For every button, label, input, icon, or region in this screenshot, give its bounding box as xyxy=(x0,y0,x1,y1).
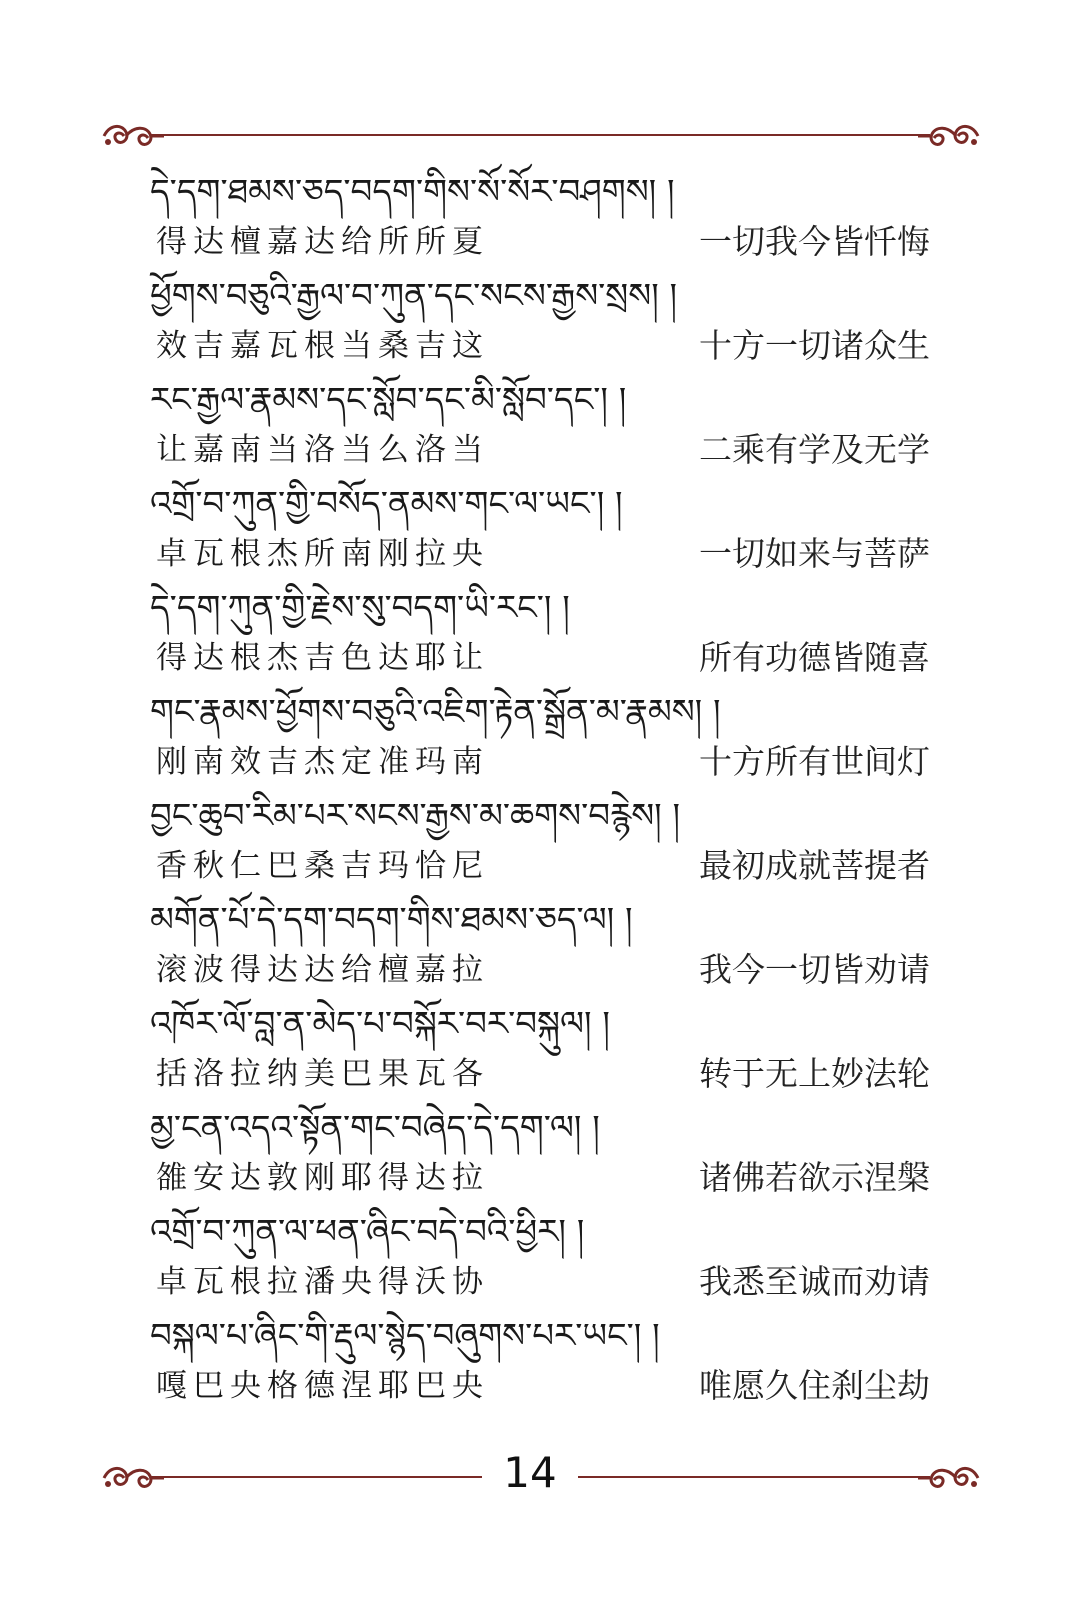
verse-block xyxy=(150,1106,930,1210)
cloud-ornament-icon xyxy=(100,1460,164,1496)
verse-block xyxy=(150,1210,930,1314)
transliteration-line: 得达檀嘉达给所所夏 xyxy=(156,224,489,260)
chinese-translation: 唯愿久住刹尘劫 xyxy=(699,1366,930,1405)
chinese-translation: 所有功德皆随喜 xyxy=(699,638,930,677)
verse-block xyxy=(150,1314,930,1418)
transliteration-line: 滚波得达达给檀嘉拉 xyxy=(156,952,489,988)
bottom-divider-left xyxy=(150,1476,482,1478)
transliteration-line: 卓瓦根拉潘央得沃协 xyxy=(156,1264,489,1300)
chinese-translation: 一切如来与菩萨 xyxy=(699,534,930,573)
tibetan-line: དེ་དག་ཀུན་གྱི་རྗེས་སུ་བདག་ཡི་རང་། ། xyxy=(150,588,570,628)
transliteration-line: 香秋仁巴桑吉玛恰尼 xyxy=(156,848,489,884)
transliteration-line: 让嘉南当洛当么洛当 xyxy=(156,432,489,468)
tibetan-line: མྱ་ངན་འདའ་སྟོན་གང་བཞེད་དེ་དག་ལ། ། xyxy=(150,1108,600,1148)
verse-block xyxy=(150,794,930,898)
transliteration-line: 刚南效吉杰定准玛南 xyxy=(156,744,489,780)
transliteration-line: 嘎巴央格德涅耶巴央 xyxy=(156,1368,489,1404)
verse-block xyxy=(150,586,930,690)
verse-block xyxy=(150,898,930,1002)
verse-list xyxy=(150,170,930,1418)
verse-block xyxy=(150,690,930,794)
page-number: 14 xyxy=(503,1448,557,1497)
transliteration-line: 得达根杰吉色达耶让 xyxy=(156,640,489,676)
verse-block xyxy=(150,482,930,586)
tibetan-line: བྱང་ཆུབ་རིམ་པར་སངས་རྒྱས་མ་ཆགས་བརྙེས། ། xyxy=(150,796,681,836)
chinese-translation: 二乘有学及无学 xyxy=(699,430,930,469)
chinese-translation: 十方所有世间灯 xyxy=(699,742,930,781)
chinese-translation: 诸佛若欲示涅槃 xyxy=(699,1158,930,1197)
verse-block xyxy=(150,1002,930,1106)
chinese-translation: 我悉至诚而劝请 xyxy=(699,1262,930,1301)
verse-block xyxy=(150,378,930,482)
verse-block xyxy=(150,274,930,378)
transliteration-line: 效吉嘉瓦根当桑吉这 xyxy=(156,328,489,364)
tibetan-line: བསྐལ་པ་ཞིང་གི་རྡུལ་སྙེད་བཞུགས་པར་ཡང་། ། xyxy=(150,1316,660,1356)
cloud-ornament-icon xyxy=(918,1460,982,1496)
tibetan-line: འགྲོ་བ་ཀུན་ལ་ཕན་ཞིང་བདེ་བའི་ཕྱིར། ། xyxy=(150,1212,585,1252)
bottom-divider-right xyxy=(578,1476,930,1478)
chinese-translation: 转于无上妙法轮 xyxy=(699,1054,930,1093)
tibetan-line: རང་རྒྱལ་རྣམས་དང་སློབ་དང་མི་སློབ་དང་། ། xyxy=(150,380,627,420)
verse-block xyxy=(150,170,930,274)
tibetan-line: ཕྱོགས་བཅུའི་རྒྱལ་བ་ཀུན་དང་སངས་རྒྱས་སྲས། ། xyxy=(150,276,678,316)
tibetan-line: འགྲོ་བ་ཀུན་གྱི་བསོད་ནམས་གང་ལ་ཡང་། ། xyxy=(150,484,623,524)
tibetan-line: གང་རྣམས་ཕྱོགས་བཅུའི་འཇིག་རྟེན་སྒྲོན་མ་རྣམས། ། xyxy=(150,692,721,732)
chinese-translation: 一切我今皆忏悔 xyxy=(699,222,930,261)
top-divider xyxy=(150,134,930,136)
tibetan-line: དེ་དག་ཐམས་ཅད་བདག་གིས་སོ་སོར་བཤགས། ། xyxy=(150,172,675,212)
chinese-translation: 十方一切诸众生 xyxy=(699,326,930,365)
tibetan-line: འཁོར་ལོ་བླ་ན་མེད་པ་བསྐོར་བར་བསྐུལ། ། xyxy=(150,1004,610,1044)
chinese-translation: 最初成就菩提者 xyxy=(699,846,930,885)
transliteration-line: 卓瓦根杰所南刚拉央 xyxy=(156,536,489,572)
chinese-translation: 我今一切皆劝请 xyxy=(699,950,930,989)
transliteration-line: 雒安达敦刚耶得达拉 xyxy=(156,1160,489,1196)
transliteration-line: 括洛拉纳美巴果瓦各 xyxy=(156,1056,489,1092)
cloud-ornament-icon xyxy=(100,118,164,154)
cloud-ornament-icon xyxy=(918,118,982,154)
tibetan-line: མགོན་པོ་དེ་དག་བདག་གིས་ཐམས་ཅད་ལ། ། xyxy=(150,900,633,940)
